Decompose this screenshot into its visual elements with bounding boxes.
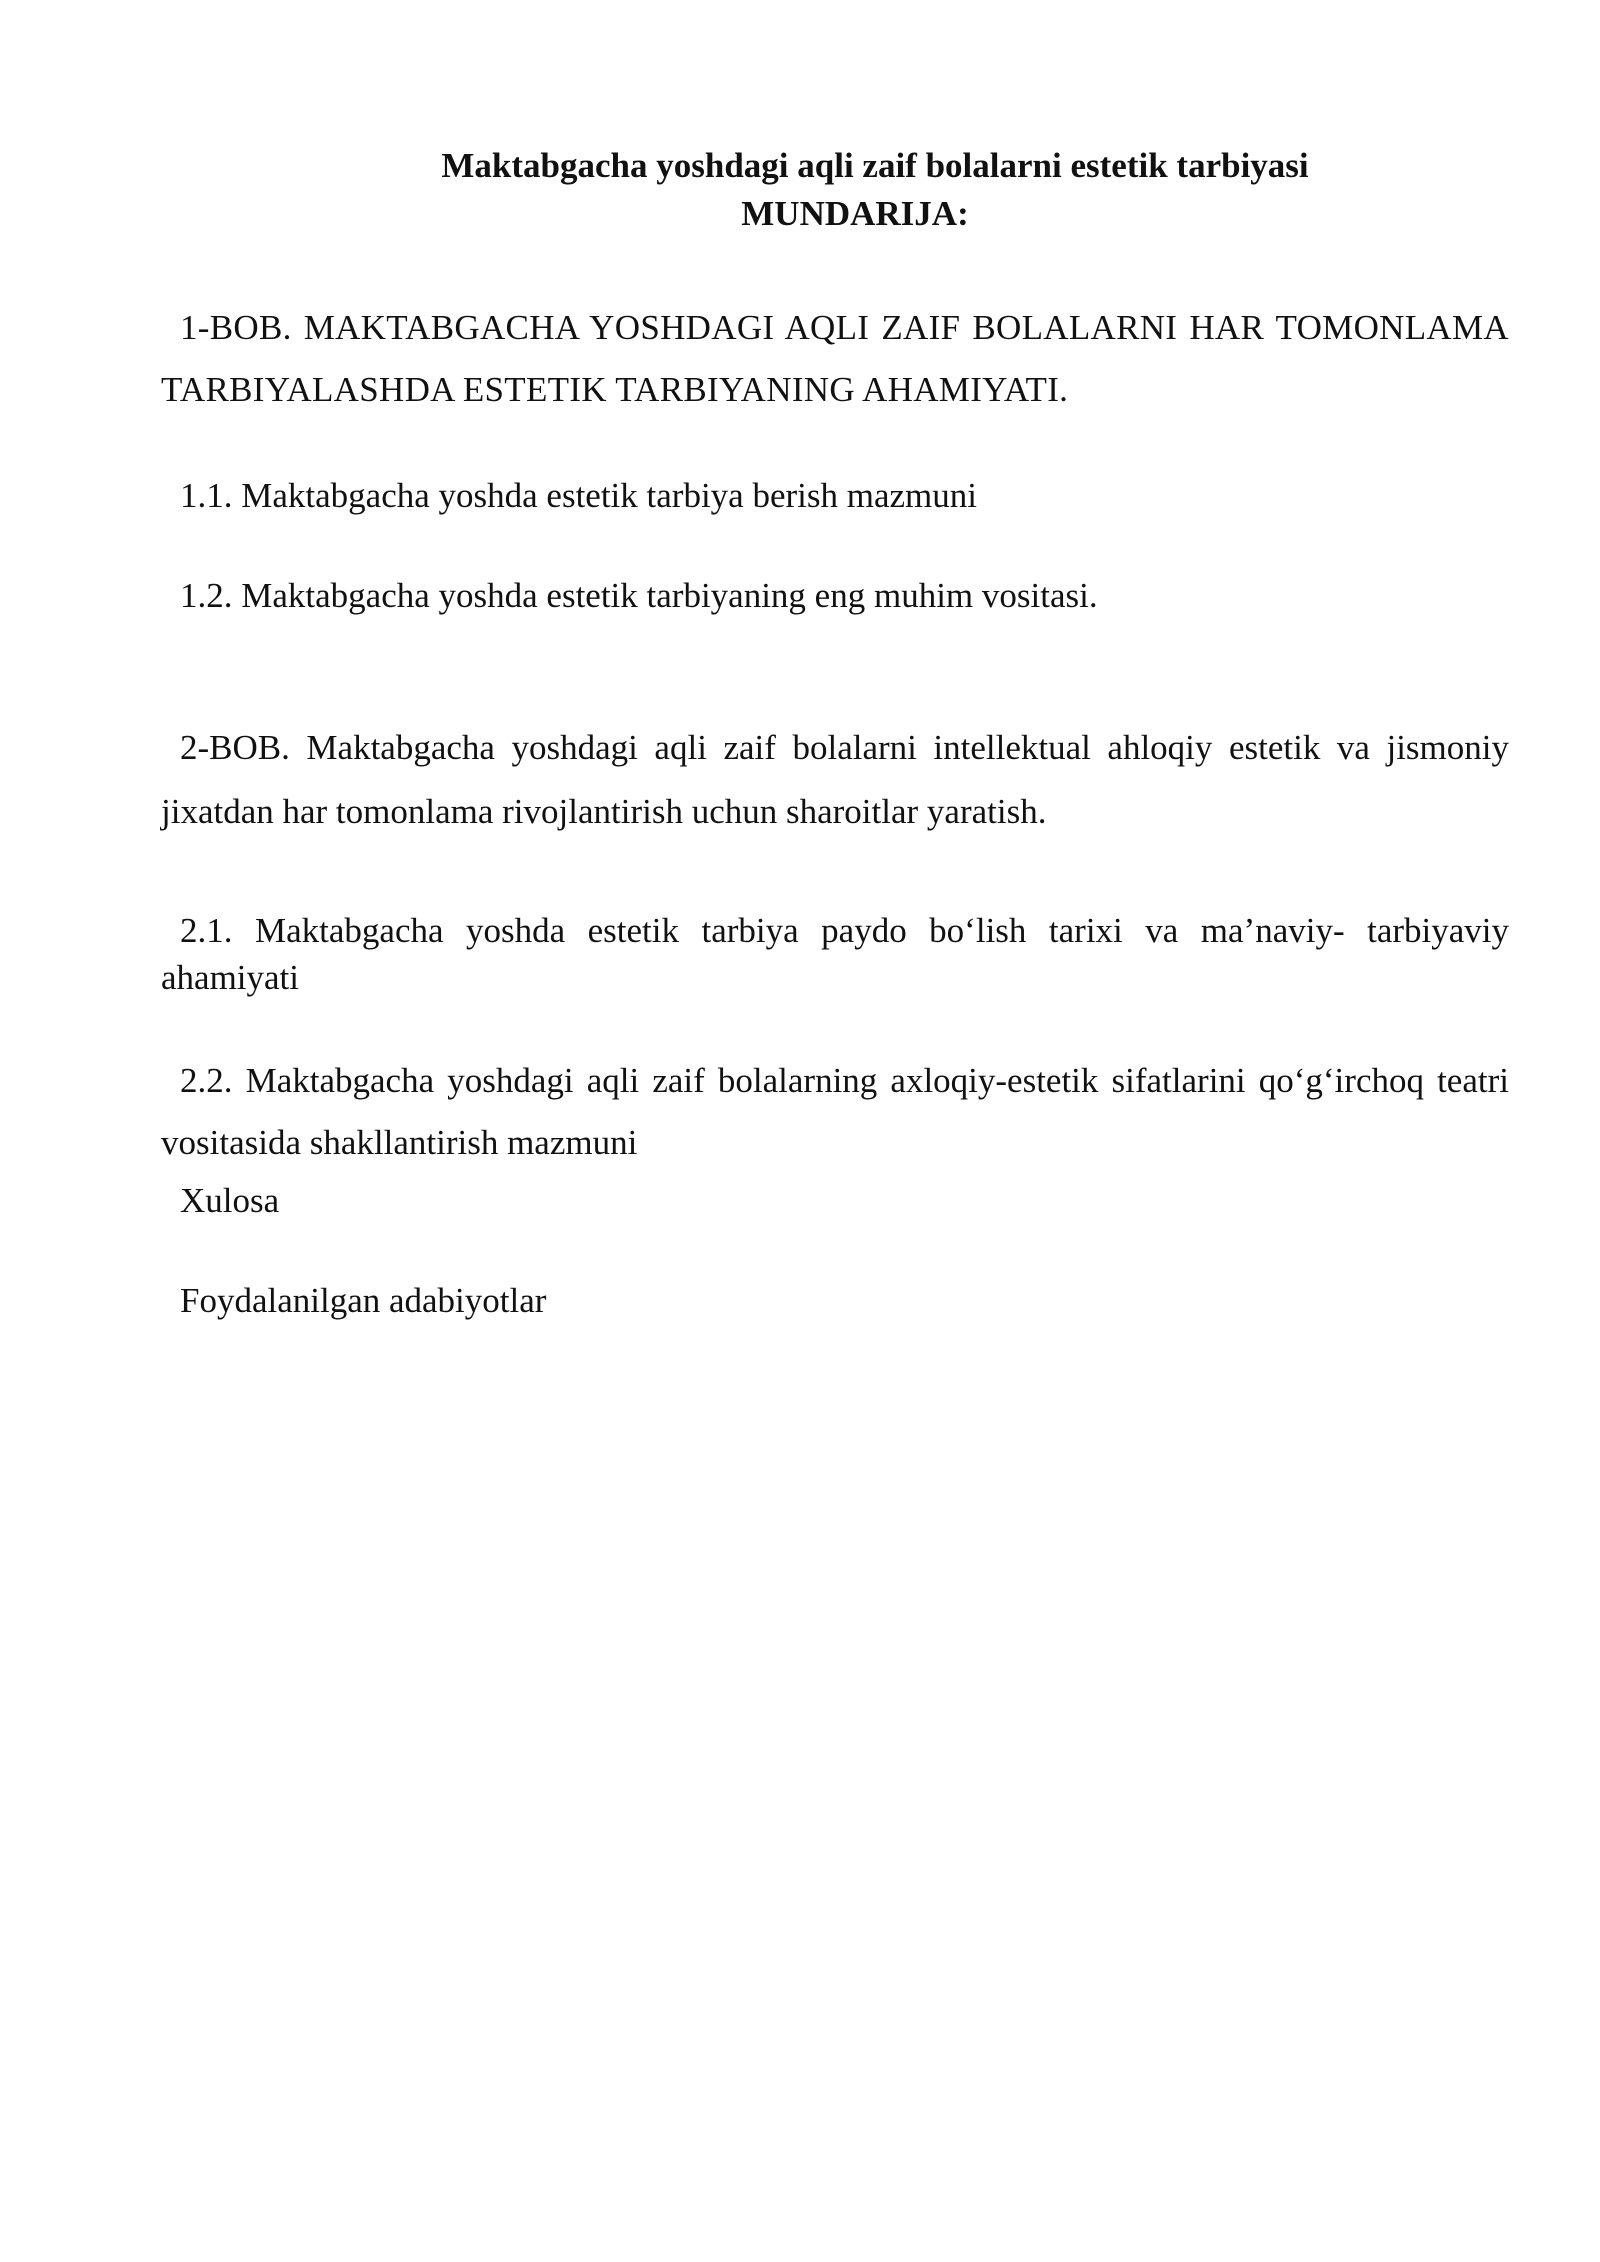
toc-entry-1-2: 1.2. Maktabgacha yoshda estetik tarbiyaning eng muhim vositasi. [180, 576, 1098, 615]
toc-entry-2-1: 2.1. Maktabgacha yoshda estetik tarbiya paydo bo‘lish tarixi va ma’naviy- tarbiyaviy ahamiyati [161, 911, 1509, 997]
toc-entry-conclusion: Xulosa [180, 1181, 280, 1220]
toc-entry-chapter-2: 2-BOB. Maktabgacha yoshdagi aqli zaif bolalarni intellektual ahloqiy estetik va jismoniy jixatdan har tomonlama rivojlantirish uchun sharoitlar yaratish. [161, 728, 1509, 831]
title-block [160, 148, 1510, 231]
toc-heading: MUNDARIJA: [741, 194, 969, 233]
toc-entry-1-1: 1.1. Maktabgacha yoshda estetik tarbiya berish mazmuni [180, 476, 977, 515]
document-title: Maktabgacha yoshdagi aqli zaif bolalarni estetik tarbiyasi [441, 146, 1309, 185]
toc-entry-references: Foydalanilgan adabiyotlar [180, 1281, 547, 1320]
toc-entry-chapter-1: 1-BOB. MAKTABGACHA YOSHDAGI AQLI ZAIF BOLALARNI HAR TOMONLAMA TARBIYALASHDA ESTETIK TARBIYANING AHAMIYATI. [161, 308, 1509, 409]
toc-entry-2-2: 2.2. Maktabgacha yoshdagi aqli zaif bolalarning axloqiy-estetik sifatlarini qo‘g‘irchoq teatri vositasida shakllantirish mazmuni [161, 1061, 1509, 1162]
